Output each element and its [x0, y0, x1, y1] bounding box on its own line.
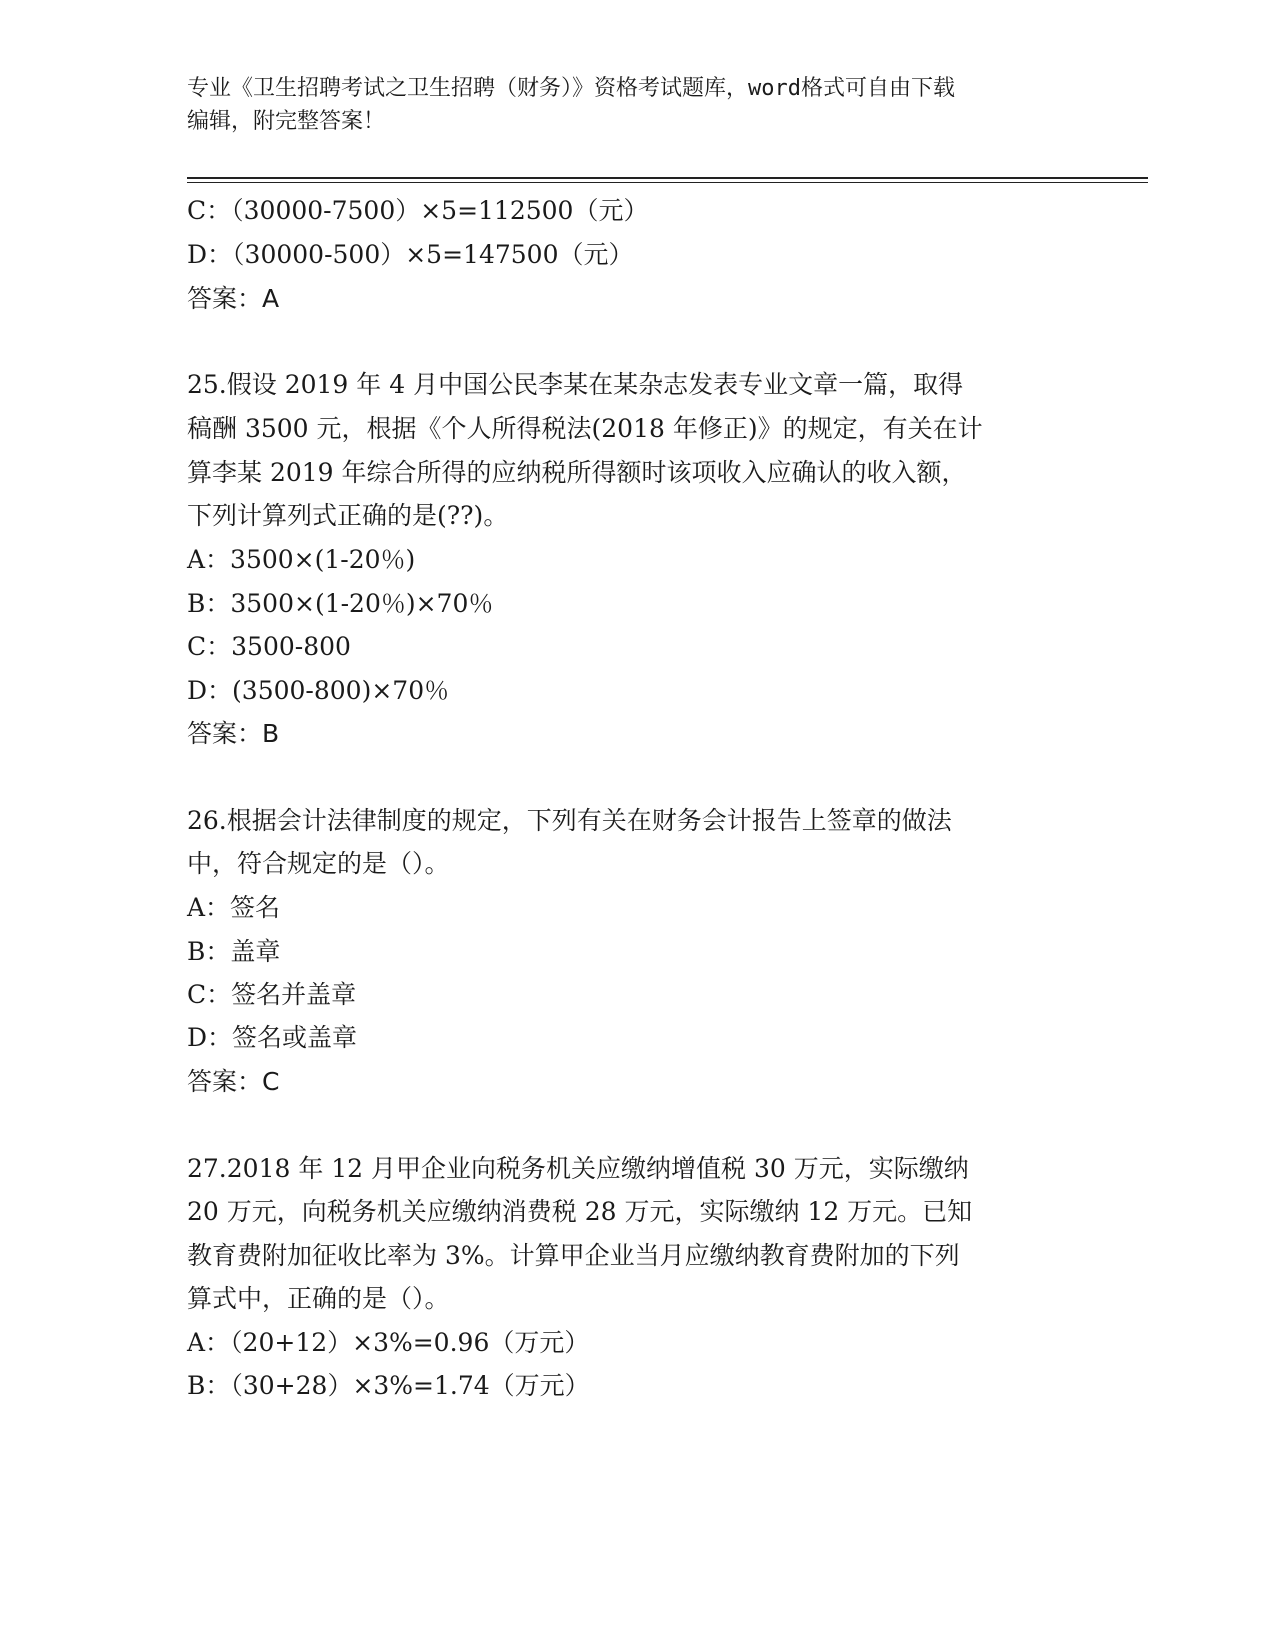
q25-option-a: A：3500×(1-20％)	[187, 545, 416, 574]
q27-stem-line: 教育费附加征收比率为 3%。计算甲企业当月应缴纳教育费附加的下列	[187, 1241, 960, 1270]
q27-stem-line: 27.2018 年 12 月甲企业向税务机关应缴纳增值税 30 万元，实际缴纳	[187, 1154, 969, 1183]
q27-stem-line: 20 万元，向税务机关应缴纳消费税 28 万元，实际缴纳 12 万元。已知	[187, 1197, 973, 1226]
q27-option-a: A：（20+12）×3%=0.96（万元）	[187, 1328, 590, 1357]
q26-stem-line: 26.根据会计法律制度的规定，下列有关在财务会计报告上签章的做法	[187, 806, 952, 835]
q26-option-c: C：签名并盖章	[187, 980, 357, 1009]
document-header	[187, 72, 1077, 138]
header-line-2: 编辑，附完整答案！	[187, 109, 386, 134]
header-line-1: 专业《卫生招聘考试之卫生招聘（财务）》资格考试题库，word格式可自由下载	[187, 76, 955, 101]
q26-stem-line: 中，符合规定的是（）。	[187, 849, 450, 878]
q24-option-d: D：（30000-500）×5=147500（元）	[187, 240, 634, 269]
q26-option-a: A：签名	[187, 893, 281, 922]
q25-option-d: D：(3500-800)×70％	[187, 676, 450, 705]
q25-stem-line: 算李某 2019 年综合所得的应纳税所得额时该项收入应确认的收入额，	[187, 458, 967, 487]
q26-answer: 答案：C	[187, 1067, 280, 1096]
q26-option-d: D：签名或盖章	[187, 1023, 358, 1052]
header-rule-thick	[187, 177, 1148, 179]
q26-option-b: B：盖章	[187, 937, 281, 966]
q25-option-b: B：3500×(1-20％)×70％	[187, 589, 494, 618]
q27-option-b: B：（30+28）×3%=1.74（万元）	[187, 1371, 590, 1400]
header-rule-thin	[187, 182, 1148, 183]
q24-answer: 答案：A	[187, 284, 280, 313]
q25-option-c: C：3500-800	[187, 632, 351, 661]
q25-answer: 答案：B	[187, 719, 280, 748]
q24-option-c: C：（30000-7500）×5=112500（元）	[187, 196, 649, 225]
q25-stem-line: 稿酬 3500 元，根据《个人所得税法(2018 年修正)》的规定，有关在计	[187, 414, 983, 443]
q25-stem-line: 下列计算列式正确的是(??)。	[187, 501, 509, 530]
q25-stem-line: 25.假设 2019 年 4 月中国公民李某在某杂志发表专业文章一篇，取得	[187, 370, 964, 399]
q27-stem-line: 算式中，正确的是（）。	[187, 1284, 450, 1313]
